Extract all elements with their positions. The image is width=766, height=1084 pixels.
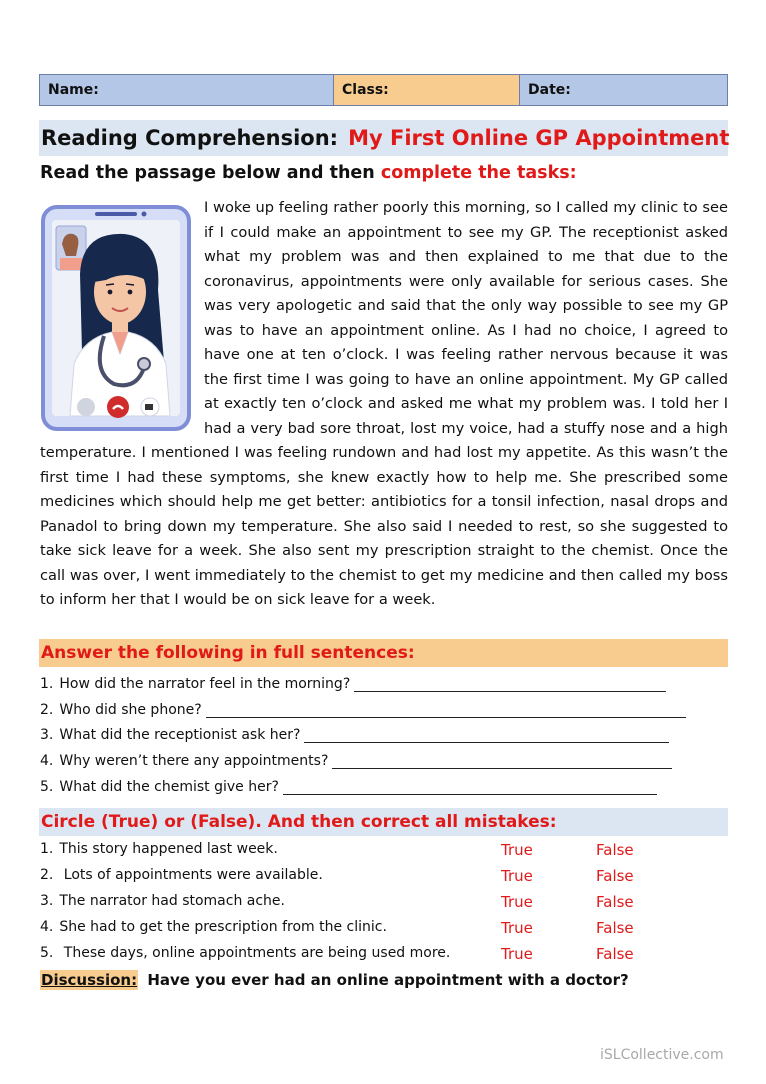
question-3 <box>40 727 669 743</box>
statement-text: She had to get the prescription from the clinic. <box>59 919 387 935</box>
site-watermark: iSLCollective.com <box>600 1047 724 1063</box>
question-text: How did the narrator feel in the morning? <box>59 676 351 692</box>
question-text: What did the chemist give her? <box>59 779 279 795</box>
true-option[interactable]: True <box>501 867 533 885</box>
discussion-label: Discussion: <box>41 971 138 989</box>
discussion-prompt <box>40 971 629 989</box>
date-label: Date: <box>528 82 571 98</box>
true-option[interactable]: True <box>501 893 533 911</box>
title-subtitle: My First Online GP Appointment <box>348 126 730 150</box>
worksheet-title <box>39 120 728 156</box>
false-option[interactable]: False <box>596 867 634 885</box>
statement-number: 2. <box>40 867 54 883</box>
tf-statement-3 <box>40 893 728 915</box>
tf-statement-2 <box>40 867 728 889</box>
answer-blank[interactable] <box>304 729 669 743</box>
instruction-text: Read the passage below and then <box>40 163 375 183</box>
instruction-highlight: complete the tasks: <box>380 163 577 183</box>
question-number: 5. <box>40 779 54 795</box>
answer-blank[interactable] <box>283 781 657 795</box>
false-option[interactable]: False <box>596 893 634 911</box>
question-text: What did the receptionist ask her? <box>59 727 301 743</box>
name-label: Name: <box>48 82 99 98</box>
true-option[interactable]: True <box>501 945 533 963</box>
answer-blank[interactable] <box>332 755 672 769</box>
statement-text: This story happened last week. <box>59 841 278 857</box>
class-label: Class: <box>342 82 389 98</box>
answer-blank[interactable] <box>354 678 666 692</box>
statement-text: The narrator had stomach ache. <box>59 893 285 909</box>
question-5 <box>40 779 657 795</box>
question-number: 4. <box>40 753 54 769</box>
passage-text: I woke up feeling rather poorly this morning, so I called my clinic to see if I could make an appointment to see my GP. The receptionist asked what my problem was and then explained to me that due to the coronavirus, appointments were only available for serious cases. She was very apologetic and said that the only way possible to see my GP was to have an appointment online. As I had no choice, I agreed to have one at ten o’clock. I was feeling rather nervous because it was the first time I was going to have an online appointment. My GP called at exactly ten o’clock and asked me what my problem was. I told her I had a very bad sore throat, lost my voice, had a stuffy nose and a high temperature. I mentioned I was feeling rundown and had lost my appetite. As this wasn’t the first time I had these symptoms, she knew exactly how to help me. She prescribed some medicines which should help me get better: antibiotics for a tonsil infection, nasal drops and Panadol to bring down my temperature. She also said I needed to rest, so she suggested to take sick leave for a week. She also sent my prescription straight to the chemist. Once the call was over, I went immediately to the chemist to get my medicine and then called my boss to inform her that I would be on sick leave for a week. <box>40 199 728 608</box>
tf-statement-5 <box>40 945 728 967</box>
true-false-section-heading <box>39 808 728 836</box>
statement-number: 5. <box>40 945 54 961</box>
answer-blank[interactable] <box>206 704 686 718</box>
discussion-question: Have you ever had an online appointment with a doctor? <box>147 971 629 989</box>
false-option[interactable]: False <box>596 919 634 937</box>
question-text: Who did she phone? <box>59 702 202 718</box>
statement-number: 4. <box>40 919 54 935</box>
tf-statement-4 <box>40 919 728 941</box>
question-1 <box>40 676 666 692</box>
question-2 <box>40 702 686 718</box>
statement-text: Lots of appointments were available. <box>59 867 323 883</box>
question-number: 1. <box>40 676 54 692</box>
question-text: Why weren’t there any appointments? <box>59 753 329 769</box>
answer-section-heading <box>39 639 728 667</box>
student-info-table <box>39 74 728 106</box>
statement-number: 1. <box>40 841 54 857</box>
tf-statement-1 <box>40 841 728 863</box>
title-main: Reading Comprehension: <box>41 126 339 150</box>
date-field[interactable] <box>520 75 727 105</box>
name-field[interactable] <box>40 75 334 105</box>
statement-text: These days, online appointments are being used more. <box>59 945 451 961</box>
question-number: 3. <box>40 727 54 743</box>
class-field[interactable] <box>334 75 520 105</box>
true-option[interactable]: True <box>501 919 533 937</box>
doctor-video-call-illustration <box>40 204 192 432</box>
true-option[interactable]: True <box>501 841 533 859</box>
question-number: 2. <box>40 702 54 718</box>
false-option[interactable]: False <box>596 841 634 859</box>
answer-heading-text: Answer the following in full sentences: <box>41 643 415 663</box>
reading-instruction <box>40 163 577 183</box>
false-option[interactable]: False <box>596 945 634 963</box>
question-4 <box>40 753 672 769</box>
statement-number: 3. <box>40 893 54 909</box>
true-false-heading-text: Circle (True) or (False). And then correct all mistakes: <box>41 812 557 832</box>
